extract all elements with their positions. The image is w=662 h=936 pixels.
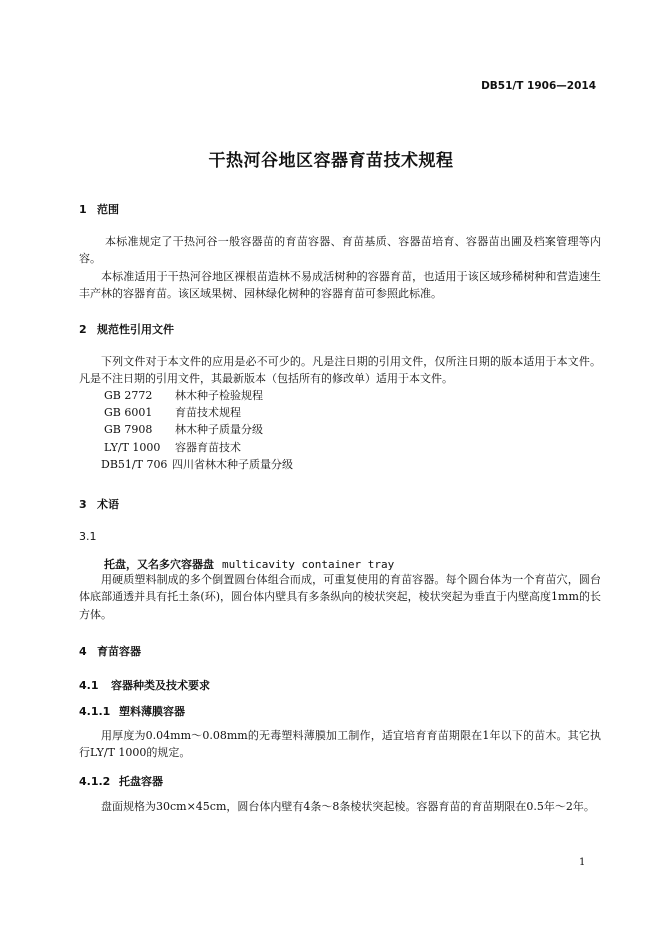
section-title: 范围 xyxy=(97,203,119,216)
section-number: 3 xyxy=(79,498,87,511)
term-definition: 用硬质塑料制成的多个倒置圆台体组合而成，可重复使用的育苗容器。每个圆台体为一个育苗穴，圆台体底部通透并具有托土条(环)，圆台体内壁具有多条纵向的棱状突起，棱状突起为垂直于内壁高度1mm的长方体。 xyxy=(79,573,601,621)
section-title: 托盘容器 xyxy=(119,775,163,788)
section-number: 4 xyxy=(79,645,87,658)
reference-title: 林木种子检验规程 xyxy=(175,389,263,402)
page-number: 1 xyxy=(579,857,586,868)
section-title: 塑料薄膜容器 xyxy=(119,705,185,718)
section-number: 2 xyxy=(79,323,87,336)
section-2-heading xyxy=(79,321,174,337)
term-english: multicavity container tray xyxy=(222,558,395,571)
subsection-4-1-1-heading xyxy=(79,703,185,719)
reference-code: GB 7908 xyxy=(104,423,153,436)
section-1-paragraph-1: 本标准规定了干热河谷一般容器苗的育苗容器、育苗基质、容器苗培育、容器苗出圃及档案管理等内容。 xyxy=(79,235,601,266)
reference-title: 育苗技术规程 xyxy=(175,406,241,419)
section-number: 4.1 xyxy=(79,679,99,692)
subsection-3-1-number: 3.1 xyxy=(79,530,97,543)
reference-title: 容器育苗技术 xyxy=(175,441,241,454)
section-title: 容器种类及技术要求 xyxy=(111,679,210,692)
reference-item xyxy=(104,421,263,439)
section-1-heading xyxy=(79,201,119,217)
section-title: 规范性引用文件 xyxy=(97,323,174,336)
subsection-4-1-2-heading xyxy=(79,773,163,789)
section-number: 4.1.2 xyxy=(79,775,111,788)
section-title: 育苗容器 xyxy=(97,645,141,658)
document-title: 干热河谷地区容器育苗技术规程 xyxy=(208,151,454,171)
reference-item xyxy=(104,387,263,405)
section-3-heading xyxy=(79,496,119,512)
reference-item xyxy=(104,439,241,457)
section-title: 术语 xyxy=(97,498,119,511)
reference-title: 林木种子质量分级 xyxy=(175,423,263,436)
reference-code: GB 6001 xyxy=(104,406,153,419)
subsection-4-1-1-text: 用厚度为0.04mm～0.08mm的无毒塑料薄膜加工制作，适宜培育育苗期限在1年以下的苗木。其它执行LY/T 1000的规定。 xyxy=(79,729,601,760)
standard-number: DB51/T 1906—2014 xyxy=(481,80,596,92)
reference-item xyxy=(104,404,241,422)
section-4-heading xyxy=(79,643,141,659)
term-entry xyxy=(104,556,394,572)
subsection-4-1-2-text: 盘面规格为30cm×45cm，圆台体内壁有4条～8条棱状突起棱。容器育苗的育苗期限在0.5年～2年。 xyxy=(101,800,595,813)
section-2-intro: 下列文件对于本文件的应用是必不可少的。凡是注日期的引用文件，仅所注日期的版本适用于本文件。凡是不注日期的引用文件，其最新版本（包括所有的修改单）适用于本文件。 xyxy=(79,355,601,386)
term-chinese: 托盘，又名多穴容器盘 xyxy=(104,558,214,571)
section-number: 1 xyxy=(79,203,87,216)
reference-code: DB51/T 706 xyxy=(101,458,168,471)
reference-code: LY/T 1000 xyxy=(104,441,161,454)
reference-title: 四川省林木种子质量分级 xyxy=(172,458,293,471)
subsection-4-1-heading xyxy=(79,677,210,693)
reference-item xyxy=(101,456,293,474)
section-1-paragraph-2: 本标准适用于干热河谷地区裸根苗造林不易成活树种的容器育苗，也适用于该区域珍稀树种和营造速生丰产林的容器育苗。该区域果树、园林绿化树种的容器育苗可参照此标准。 xyxy=(79,270,601,301)
section-number: 4.1.1 xyxy=(79,705,111,718)
reference-code: GB 2772 xyxy=(104,389,153,402)
